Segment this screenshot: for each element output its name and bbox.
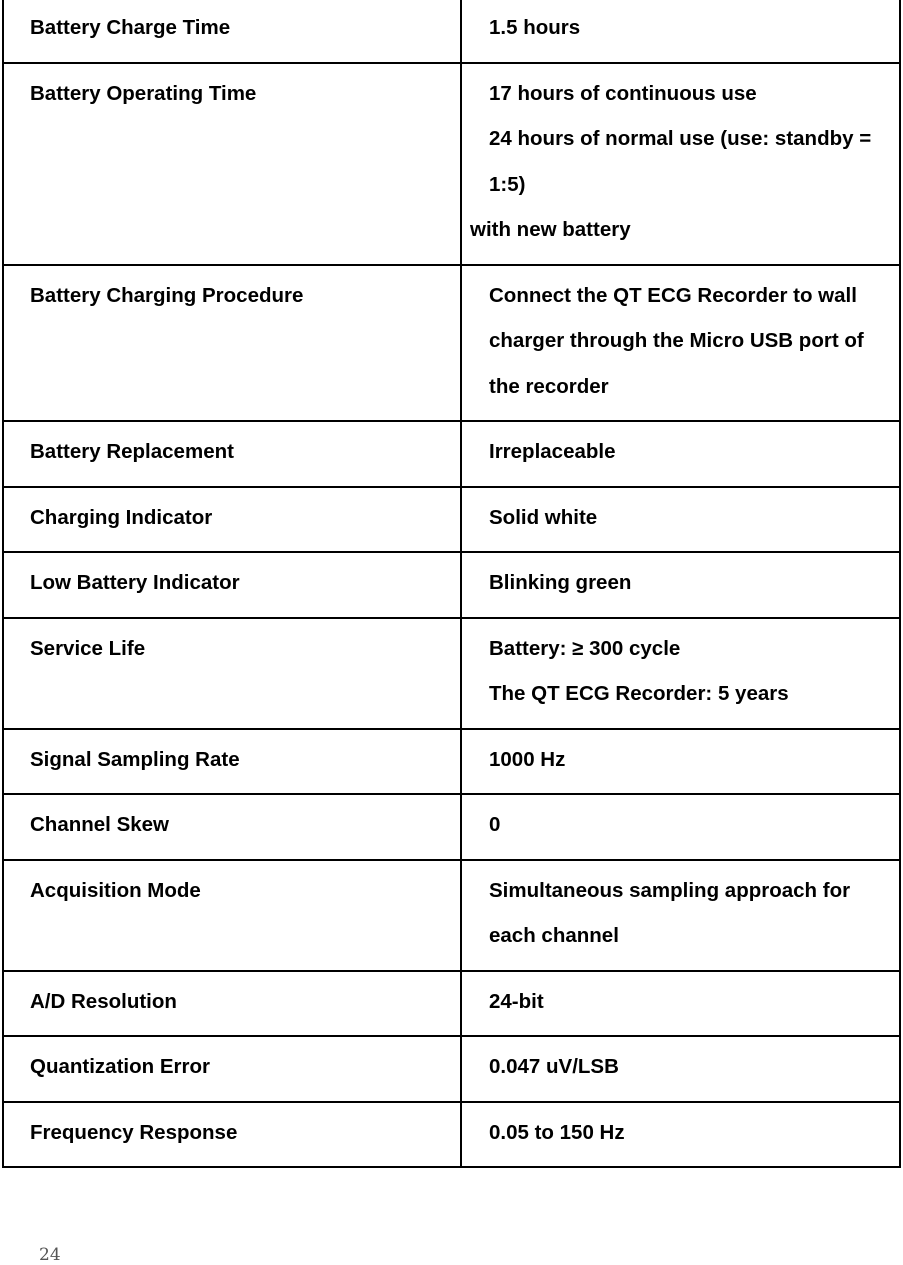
spec-value: 0.05 to 150 Hz [461,1102,900,1168]
spec-label: Battery Replacement [3,421,461,487]
table-row [3,265,900,422]
spec-label: Battery Operating Time [3,63,461,265]
spec-label: Charging Indicator [3,487,461,553]
table-row [3,794,900,860]
specifications-table [2,0,901,1168]
table-row [3,618,900,729]
table-row [3,971,900,1037]
spec-label: Frequency Response [3,1102,461,1168]
spec-label: Battery Charge Time [3,0,461,63]
page-number: 24 [39,1245,61,1265]
table-row [3,860,900,971]
spec-value: 1.5 hours [461,0,900,63]
spec-label: Battery Charging Procedure [3,265,461,422]
spec-label: Quantization Error [3,1036,461,1102]
spec-value: Simultaneous sampling approach for each channel [461,860,900,971]
table-row [3,487,900,553]
table-row [3,729,900,795]
spec-label: A/D Resolution [3,971,461,1037]
table-row [3,0,900,63]
spec-label: Service Life [3,618,461,729]
spec-label: Channel Skew [3,794,461,860]
spec-value: Irreplaceable [461,421,900,487]
spec-label: Low Battery Indicator [3,552,461,618]
table-row [3,552,900,618]
table-row [3,421,900,487]
spec-value: Connect the QT ECG Recorder to wall charger through the Micro USB port of the recorder [461,265,900,422]
table-row [3,1036,900,1102]
spec-value: 24-bit [461,971,900,1037]
spec-value: 1000 Hz [461,729,900,795]
spec-value: Battery: ≥ 300 cycle The QT ECG Recorder: 5 years [461,618,900,729]
spec-label: Signal Sampling Rate [3,729,461,795]
spec-value: 0 [461,794,900,860]
spec-value: Solid white [461,487,900,553]
spec-value: Blinking green [461,552,900,618]
spec-value: 17 hours of continuous use 24 hours of normal use (use: standby = 1:5) with new battery [461,63,900,265]
table-row [3,63,900,265]
spec-label: Acquisition Mode [3,860,461,971]
table-row [3,1102,900,1168]
spec-value: 0.047 uV/LSB [461,1036,900,1102]
